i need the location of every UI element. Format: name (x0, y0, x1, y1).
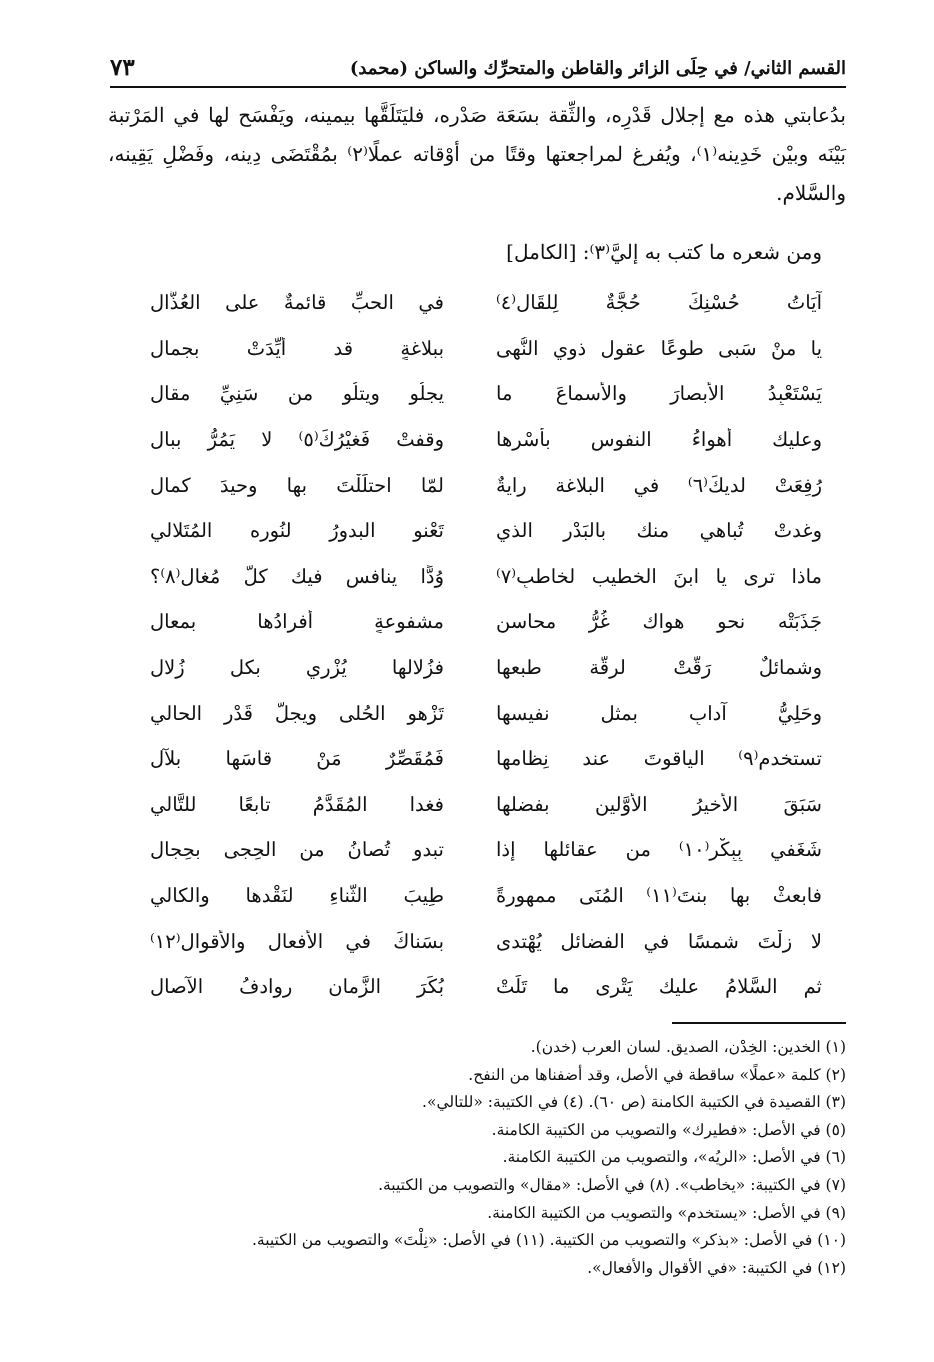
verse-second-hemistich: بسَناكَ في الأفعال والأقوال⁽١٢⁾ (150, 929, 444, 953)
poem-verse (150, 645, 822, 691)
poem-verse (150, 326, 822, 372)
poem-verse (150, 599, 822, 645)
footnotes (90, 1034, 846, 1282)
footnote: (١) الخدين: الخِدْن، الصديق. لسان العرب (خدن). (530, 1038, 846, 1056)
footnote: (١٢) في الكتيبة: «في الأقوال والأفعال». (587, 1258, 846, 1277)
verse-second-hemistich: طِيبَ الثَّناءِ لنَقْدها والكالي (150, 884, 444, 908)
verse-first-hemistich: آيَاتُ حُسْنِكَ حُجَّةٌ لِلقَالِ⁽٤⁾ (496, 291, 822, 315)
footnote: (٣) القصيدة في الكتيبة الكامنة (ص ٦٠). (٤) في الكتيبة: «للتالي». (422, 1093, 846, 1112)
poem-verse (150, 417, 822, 463)
footnote: (٥) في الأصل: «فطيرك» والتصويب من الكتيبة الكامنة. (491, 1120, 846, 1139)
footnote: (١٠) في الأصل: «بذكر» والتصويب من الكتيبة. (١١) في الأصل: «نِلْتَ» والتصويب من الكتيبة. (251, 1231, 846, 1250)
verse-second-hemistich: فزُلالها يُزْري بكل زُلال (150, 656, 444, 680)
verse-first-hemistich: يَسْتَعْبِدُ الأبصارَ والأسماعَ ما (496, 382, 822, 406)
poem-verse (150, 371, 822, 417)
verse-second-hemistich: في الحبِّ قائمةٌ على العُذَّالِ (150, 291, 444, 315)
footnote: (٩) في الأصل: «يستخدم» والتصويب من الكتيبة الكامنة. (487, 1203, 846, 1222)
verse-second-hemistich: بُكَرَ الزَّمان روادفُ الآصال (150, 975, 444, 999)
poem-verse (150, 918, 822, 964)
page-header (110, 54, 846, 88)
verse-first-hemistich: وشمائلٌ رَقَّتْ لرِقَّة طبعها (496, 656, 822, 680)
poem-verse (150, 508, 822, 554)
verse-first-hemistich: شَغَفي بِبِكْرٍ⁽١٠⁾ من عقائلها إذا (496, 838, 822, 862)
poem-verse (150, 554, 822, 600)
verse-second-hemistich: تَزْهو الحُلى ويجلُّ قَدْر الحالي (150, 701, 444, 725)
footnote: (٢) كلمة «عملًا» ساقطة في الأصل، وقد أضفناها من النفح. (468, 1065, 846, 1084)
page-number: ٧٣ (110, 54, 135, 81)
verse-second-hemistich: وُدًّا ينافس فيك كلَّ مُغال⁽٨⁾؟ (150, 564, 444, 588)
verse-second-hemistich: فغدا المُقَدَّمُ تابعًا للتَّالي (150, 792, 444, 816)
verse-first-hemistich: وعليك أهواءُ النفوس بأسْرِها (496, 428, 822, 452)
poem-verse (150, 462, 822, 508)
verse-second-hemistich: فَمُقَصِّرٌ مَنْ قاسَها بلآل (150, 747, 444, 771)
verse-first-hemistich: تستخدم⁽٩⁾ الياقوتَ عند نِظامها (496, 747, 822, 771)
verse-first-hemistich: رُفِعَتْ لديكَ⁽٦⁾ في البلاغة رايةٌ (496, 473, 822, 497)
poem-verse (150, 827, 822, 873)
verse-second-hemistich: ببلاغةٍ قد أُيِّدَتْ بجمالِ (150, 336, 444, 360)
footnote: (٧) في الكتيبة: «يخاطب». (٨) في الأصل: «مقال» والتصويب من الكتيبة. (378, 1175, 846, 1194)
verse-first-hemistich: يا منْ سَبى طوعًا عقول ذوي النُّهى (496, 336, 822, 360)
verse-second-hemistich: وقفتْ فَغيْرُكَ⁽٥⁾ لا يَمُرُّ ببالِ (150, 428, 444, 452)
verse-second-hemistich: لمّا احتلَلْتَ بها وحيدَ كمال (150, 473, 444, 497)
prose-paragraph (108, 96, 846, 213)
poem-verse (150, 736, 822, 782)
poem-verse (150, 964, 822, 1010)
running-title: القسم الثاني/ في حِلَى الزائر والقاطن والمتحرِّك والساكن (محمد) (349, 58, 846, 79)
footnote: (٦) في الأصل: «الريُه»، والتصويب من الكتيبة الكامنة. (502, 1148, 846, 1167)
poem (150, 280, 822, 1010)
verse-second-hemistich: تَعْنو البدورُ لنُوره المُتَلالي (150, 519, 444, 543)
poem-verse (150, 690, 822, 736)
verse-first-hemistich: وحَلِيُّ آدابٍ بمثلِ نفيسها (496, 701, 822, 725)
verse-first-hemistich: لا زلْتَ شمسًا في الفضائل يُهْتدى (496, 929, 822, 953)
poem-verse (150, 280, 822, 326)
prose-text: بدُعابتي هذه مع إجلال قَدْرِه، والثِّقة بسَعَة صَدْره، فليَتَلَقَّها بيمينه، ويَفْسَح لها في المَرْتبة بَيْنَه وبيْن خَدِينه⁽١⁾، ويُفرغ لمراجعتها وقتًا من أوْقاته عملًا⁽٢⁾ بمُقْتَضَى دِينه، وفَضْلِ يَقِينه، والسَّلام. (108, 103, 846, 205)
verse-first-hemistich: وغدتْ تُباهي منك بالبَدْر الذي (496, 519, 822, 543)
verse-first-hemistich: ثم السَّلامُ عليك يَتْرى ما تَلَتْ (496, 975, 822, 999)
poem-verse (150, 782, 822, 828)
verse-first-hemistich: سَبَقَ الأخيرُ الأوَّلين بفضلها (496, 792, 822, 816)
verse-second-hemistich: يجلُو ويتلُو من سَنِيِّ مقالِ (150, 382, 444, 406)
verse-first-hemistich: فابعثْ بها بنتَ⁽١١⁾ المُنَى ممهورةً (496, 884, 822, 908)
verse-second-hemistich: مشفوعةٍ أفرادُها بمعالِ (150, 610, 444, 634)
footnote-separator (672, 1022, 846, 1024)
verse-first-hemistich: جَذَبَتْه نحو هواك غُرُّ محاسنٍ (496, 610, 822, 634)
verse-second-hemistich: تبدو تُصانُ من الحِجى بحِجال (150, 838, 444, 862)
poem-verse (150, 873, 822, 919)
poem-introduction: ومن شعره ما كتب به إليَّ⁽٣⁾: [الكامل] (506, 240, 822, 264)
verse-first-hemistich: ماذا ترى يا ابنَ الخطيب لخاطبٍ⁽٧⁾ (496, 564, 822, 588)
